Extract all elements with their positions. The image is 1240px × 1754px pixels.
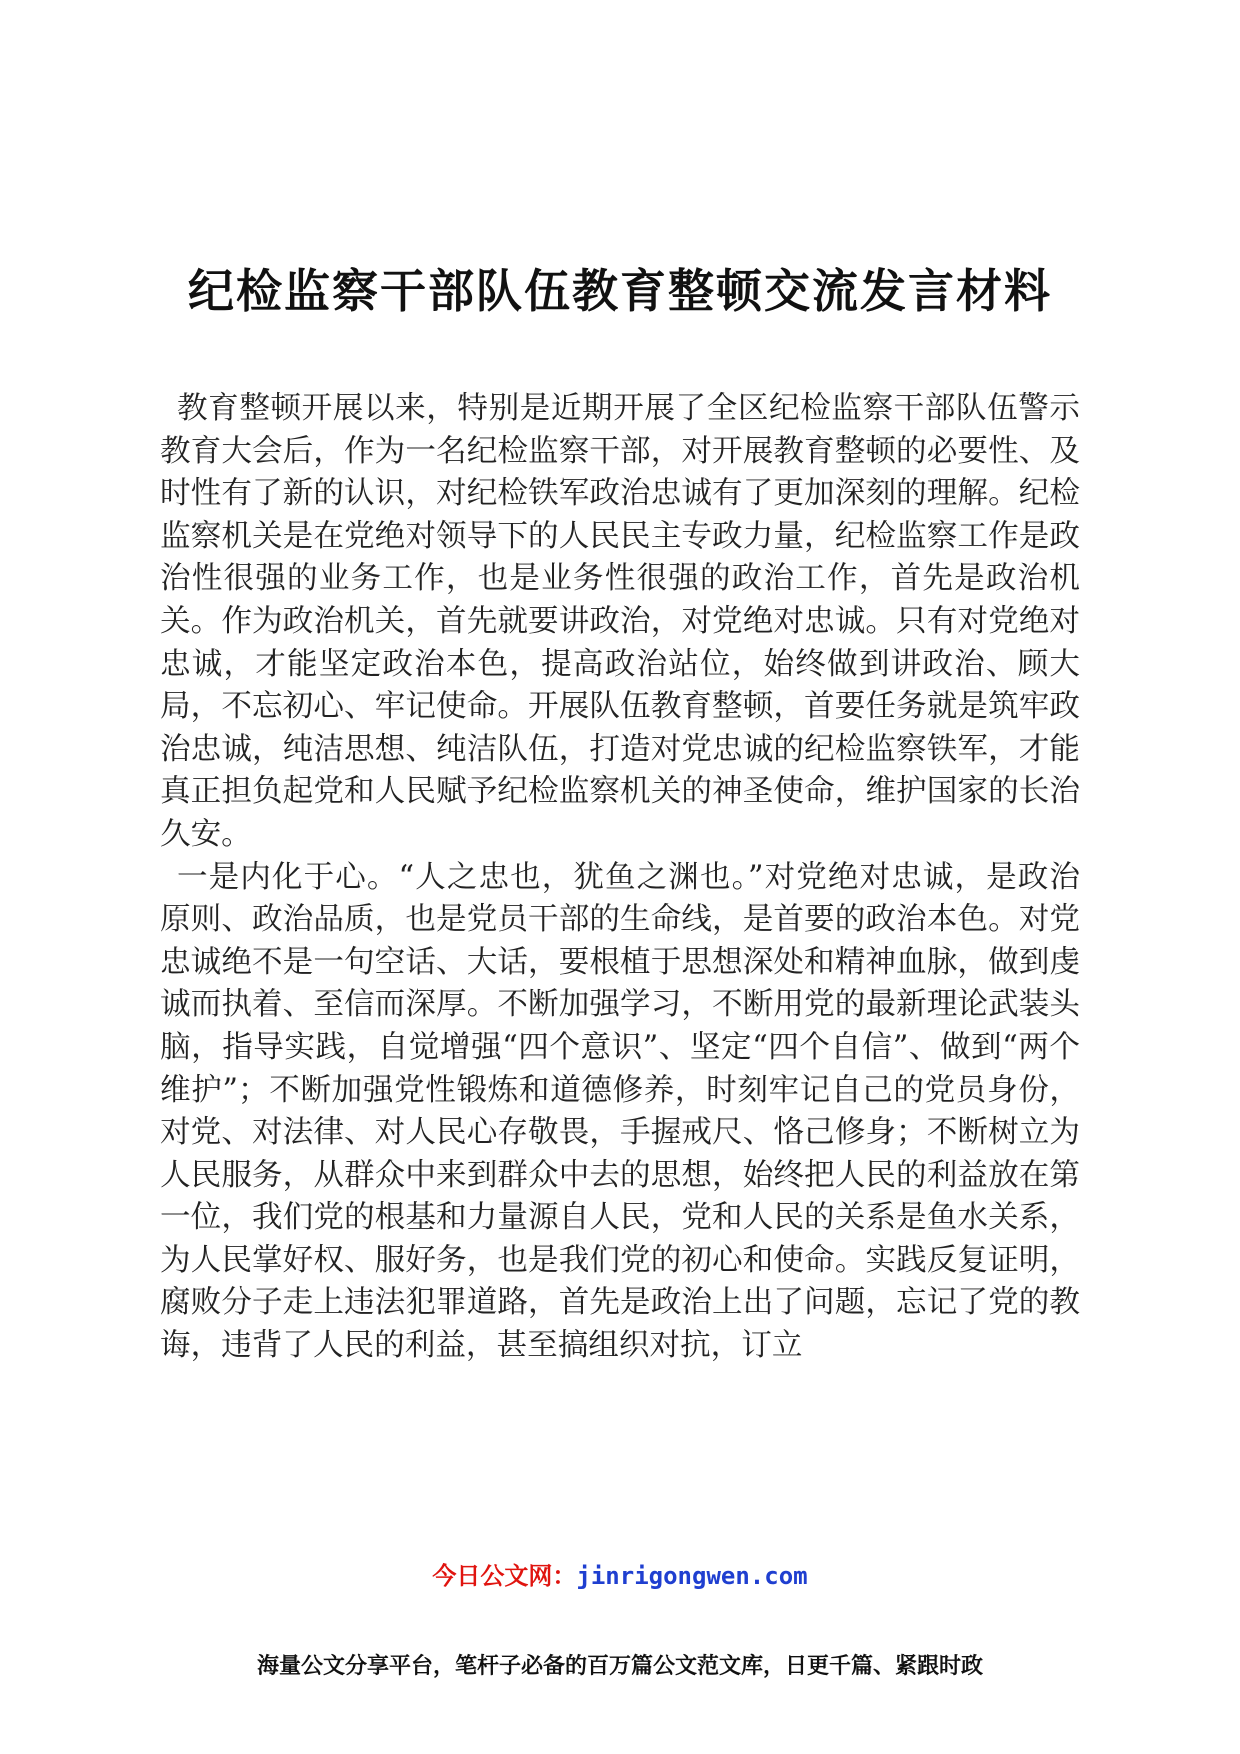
site-url-link[interactable]: jinrigongwen.com <box>576 1562 808 1590</box>
document-title: 纪检监察干部队伍教育整顿交流发言材料 <box>188 264 1052 318</box>
document-body <box>160 388 1080 1368</box>
footer-slogan: 海量公文分享平台，笔杆子必备的百万篇公文范文库，日更千篇、紧跟时政 <box>256 1654 983 1679</box>
paragraph-intro: 教育整顿开展以来，特别是近期开展了全区纪检监察干部队伍警示教育大会后，作为一名纪检监察干部，对开展教育整顿的必要性、及时性有了新的认识，对纪检铁军政治忠诚有了更加深刻的理解。纪检监察机关是在党绝对领导下的人民民主专政力量，纪检监察工作是政治性很强的业务工作，也是业务性很强的政治工作，首先是政治机关。作为政治机关，首先就要讲政治，对党绝对忠诚。只有对党绝对忠诚，才能坚定政治本色，提高政治站位，始终做到讲政治、顾大局，不忘初心、牢记使命。开展队伍教育整顿，首要任务就是筑牢政治忠诚，纯洁思想、纯洁队伍，打造对党忠诚的纪检监察铁军，才能真正担负起党和人民赋予纪检监察机关的神圣使命，维护国家的长治久安。 <box>160 391 1080 852</box>
paragraph-point-one: 一是内化于心。“人之忠也，犹鱼之渊也。”对党绝对忠诚，是政治原则、政治品质，也是党员干部的生命线，是首要的政治本色。对党忠诚绝不是一句空话、大话，要根植于思想深处和精神血脉，做到虔诚而执着、至信而深厚。不断加强学习，不断用党的最新理论武装头脑，指导实践，自觉增强“四个意识”、坚定“四个自信”、做到“两个维护”；不断加强党性锻炼和道德修养，时刻牢记自己的党员身份，对党、对法律、对人民心存敬畏，手握戒尺、恪己修身；不断树立为人民服务，从群众中来到群众中去的思想，始终把人民的利益放在第一位，我们党的根基和力量源自人民，党和人民的关系是鱼水关系，为人民掌好权、服好务，也是我们党的初心和使命。实践反复证明，腐败分子走上违法犯罪道路，首先是政治上出了问题，忘记了党的教诲，违背了人民的利益，甚至搞组织对抗，订立 <box>160 859 1080 1364</box>
site-name: 今日公文网： <box>432 1562 577 1590</box>
footer-brand <box>0 1556 1240 1591</box>
